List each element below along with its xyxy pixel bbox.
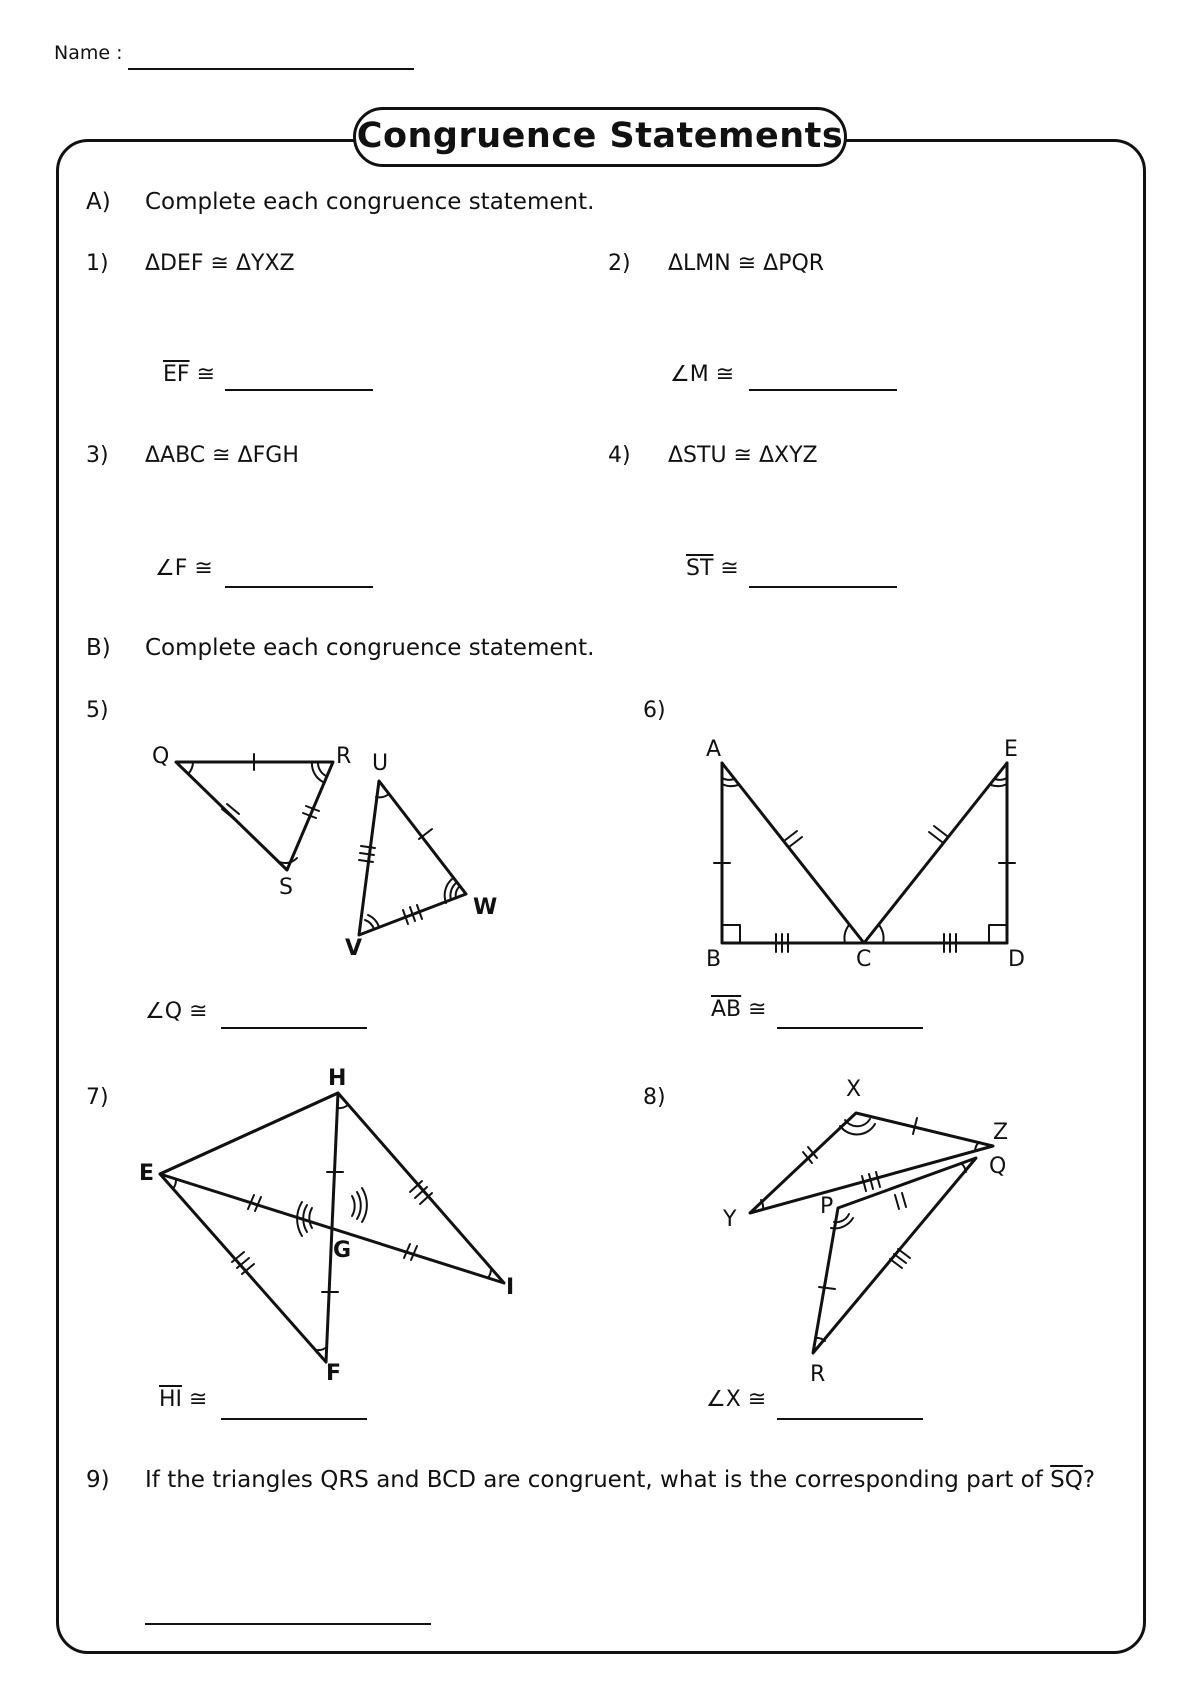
congruent-symbol: ≅ bbox=[715, 362, 735, 387]
vertex-label-b: B bbox=[706, 947, 722, 972]
figure-xyz-pqr bbox=[750, 1113, 993, 1353]
problem-6-answer-line[interactable] bbox=[777, 1027, 923, 1029]
triangle-qrs bbox=[176, 754, 333, 870]
question-9-answer-line[interactable] bbox=[145, 1623, 431, 1625]
vertex-label-d: D bbox=[1008, 947, 1025, 972]
vertex-label-r: R bbox=[336, 744, 352, 769]
segment-label: $\overline{ST}$ bbox=[686, 556, 714, 581]
problem-7-prompt bbox=[159, 1387, 207, 1412]
vertex-label-h: H bbox=[328, 1066, 347, 1091]
congruent-symbol: ≅ bbox=[747, 1387, 767, 1412]
problem-3-number: 3) bbox=[86, 443, 109, 468]
problem-6-number: 6) bbox=[643, 698, 666, 723]
problem-3-statement: ΔABC ≅ ΔFGH bbox=[145, 443, 299, 468]
congruent-symbol: ≅ bbox=[189, 999, 208, 1024]
figure-ehgif bbox=[160, 1093, 504, 1362]
problem-2-statement: ΔLMN ≅ ΔPQR bbox=[668, 251, 825, 276]
problem-2-number: 2) bbox=[608, 251, 631, 276]
problem-4-statement: ΔSTU ≅ ΔXYZ bbox=[668, 443, 818, 468]
congruent-symbol: ≅ bbox=[194, 556, 213, 581]
vertex-label-p: P bbox=[820, 1194, 834, 1219]
problem-7-answer-line[interactable] bbox=[221, 1418, 367, 1420]
problem-5-answer-line[interactable] bbox=[221, 1027, 367, 1029]
question-9-text bbox=[145, 1467, 1095, 1493]
vertex-label-z: Z bbox=[993, 1120, 1009, 1145]
segment-label: $\overline{HI}$ bbox=[159, 1387, 183, 1412]
vertex-label-w: W bbox=[473, 895, 498, 920]
vertex-label-e: E bbox=[1004, 737, 1018, 762]
problem-8-prompt bbox=[706, 1387, 766, 1412]
vertex-label-g: G bbox=[333, 1238, 352, 1263]
vertex-label-q: Q bbox=[152, 744, 170, 769]
vertex-label-y: Y bbox=[723, 1207, 737, 1232]
vertex-label-r: R bbox=[810, 1362, 826, 1387]
problem-5-prompt bbox=[145, 999, 208, 1024]
angle-label: X bbox=[725, 1387, 741, 1412]
problem-6-prompt bbox=[711, 997, 767, 1022]
vertex-label-f: F bbox=[326, 1361, 342, 1386]
angle-label: M bbox=[689, 362, 709, 387]
question-9-number: 9) bbox=[86, 1467, 110, 1493]
congruent-symbol: ≅ bbox=[189, 1387, 208, 1412]
vertex-label-a: A bbox=[706, 737, 722, 762]
congruent-symbol: ≅ bbox=[720, 556, 739, 581]
vertex-label-q: Q bbox=[989, 1154, 1007, 1179]
problem-7-number: 7) bbox=[86, 1085, 109, 1110]
problem-5-number: 5) bbox=[86, 698, 109, 723]
section-b-instruction: Complete each congruence statement. bbox=[145, 635, 595, 661]
angle-symbol: ∠ bbox=[706, 1387, 726, 1412]
question-mark: ? bbox=[1082, 1467, 1096, 1493]
vertex-label-e: E bbox=[139, 1161, 155, 1186]
segment-label: $\overline{EF}$ bbox=[163, 362, 190, 387]
figure-abcde bbox=[714, 763, 1015, 952]
vertex-label-v: V bbox=[345, 936, 363, 961]
vertex-label-c: C bbox=[856, 947, 872, 972]
segment-label: $\overline{AB}$ bbox=[711, 997, 742, 1022]
vertex-label-s: S bbox=[279, 875, 293, 900]
angle-symbol: ∠ bbox=[670, 362, 690, 387]
problem-8-answer-line[interactable] bbox=[777, 1418, 923, 1420]
angle-symbol: ∠ bbox=[155, 556, 175, 581]
problem-8-number: 8) bbox=[643, 1085, 666, 1110]
angle-label: Q bbox=[164, 999, 183, 1024]
problem-4-number: 4) bbox=[608, 443, 631, 468]
section-a-instruction: Complete each congruence statement. bbox=[145, 189, 595, 215]
congruent-symbol: ≅ bbox=[196, 362, 215, 387]
segment-label: $\overline{SQ}$ bbox=[1050, 1467, 1083, 1493]
congruent-symbol: ≅ bbox=[748, 997, 767, 1022]
problem-1-number: 1) bbox=[86, 251, 109, 276]
question-9-prompt: If the triangles QRS and BCD are congruent, what is the corresponding part of bbox=[145, 1467, 1043, 1493]
problem-1-statement: ΔDEF ≅ ΔYXZ bbox=[145, 251, 295, 276]
vertex-label-u: U bbox=[372, 751, 389, 776]
worksheet-title: Congruence Statements bbox=[353, 107, 847, 167]
angle-label: F bbox=[174, 556, 188, 581]
vertex-label-x: X bbox=[846, 1077, 862, 1102]
section-b-letter: B) bbox=[86, 635, 111, 661]
angle-symbol: ∠ bbox=[145, 999, 165, 1024]
vertex-label-i: I bbox=[506, 1275, 515, 1300]
section-a-letter: A) bbox=[86, 189, 111, 215]
triangle-uwv bbox=[359, 781, 466, 935]
name-label: Name : bbox=[54, 42, 123, 64]
